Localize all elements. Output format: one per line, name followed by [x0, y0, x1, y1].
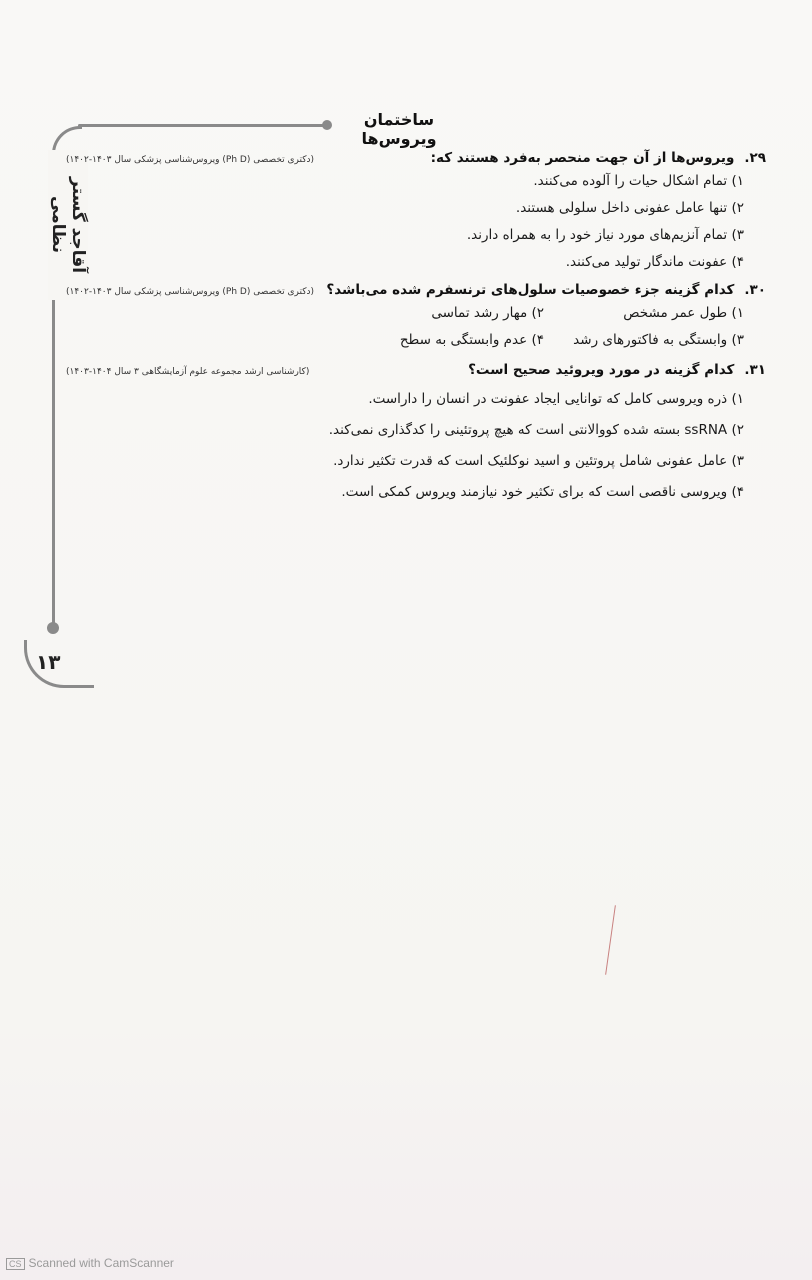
question-31: [66, 362, 766, 508]
option: ۲) مهار رشد تماسی: [431, 305, 544, 321]
chapter-title: ساختمان ویروس‌ها: [361, 110, 437, 148]
option: ۴) ویروسی ناقصی است که برای تکثیر خود نیازمند ویروس کمکی است.: [341, 484, 744, 500]
question-source: (دکتری تخصصی (Ph D) ویروس‌شناسی پزشکی سال ۱۴۰۳-۱۴۰۲): [66, 287, 315, 297]
question-stem: ۲۹.ویروس‌ها از آن جهت منحصر به‌فرد هستند که:: [430, 150, 766, 166]
option: ۱) ذره ویروسی کامل که توانایی ایجاد عفونت در انسان را داراست.: [368, 391, 744, 407]
option: ۴) عدم وابستگی به سطح: [399, 332, 544, 348]
option: ۱) طول عمر مشخص: [623, 305, 744, 321]
option: ۱) تمام اشکال حیات را آلوده می‌کنند.: [533, 173, 744, 189]
question-number: ۳۱.: [744, 362, 766, 378]
option: ۴) عفونت ماندگار تولید می‌کنند.: [565, 254, 744, 270]
book-side-title: آقاجد گستر نظامی: [48, 150, 88, 300]
question-stem: ۳۱.کدام گزینه در مورد ویروئید صحیح است؟: [468, 362, 766, 378]
question-source: (کارشناسی ارشد مجموعه علوم آزمایشگاهی ۳ سال ۱۴۰۴-۱۴۰۳): [66, 367, 310, 377]
question-number: ۲۹.: [744, 150, 766, 166]
watermark-text: Scanned with CamScanner: [28, 1256, 174, 1270]
question-29: [66, 150, 766, 276]
option: ۳) تمام آنزیم‌های مورد نیاز خود را به همراه دارند.: [466, 227, 744, 243]
header-rule: [78, 124, 328, 127]
camscanner-logo-icon: CS: [6, 1258, 25, 1270]
header-rule-dot: [322, 120, 332, 130]
option: ۲) تنها عامل عفونی داخل سلولی هستند.: [515, 200, 744, 216]
side-rule-dot: [47, 622, 59, 634]
option: ۲) ssRNA بسته شده کووالانتی است که هیچ پروتئینی را کدگذاری نمی‌کند.: [328, 422, 744, 438]
scanner-watermark: [6, 1256, 174, 1270]
option: ۳) وابستگی به فاکتورهای رشد: [573, 332, 744, 348]
option-grid: [66, 300, 766, 354]
question-stem: ۳۰.کدام گزینه جزء خصوصیات سلول‌های ترنسفرم شده می‌باشد؟: [326, 282, 766, 298]
option: ۳) عامل عفونی شامل پروتئین و اسید نوکلئیک است که قدرت تکثیر ندارد.: [333, 453, 744, 469]
question-30: [66, 282, 766, 354]
question-number: ۳۰.: [744, 282, 766, 298]
page-number: ۱۳: [36, 650, 61, 674]
question-source: (دکتری تخصصی (Ph D) ویروس‌شناسی پزشکی سال ۱۴۰۳-۱۴۰۲): [66, 155, 315, 165]
